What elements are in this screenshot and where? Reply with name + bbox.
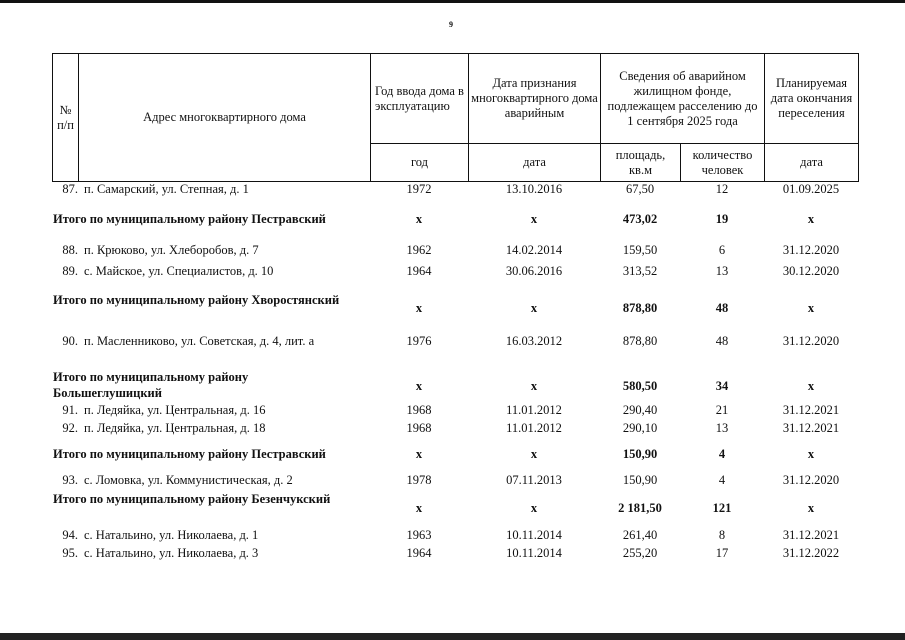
row-year: 1978	[406, 473, 432, 487]
row-num: 90.	[62, 334, 78, 348]
row-year: 1962	[406, 243, 432, 257]
bottom-rule	[0, 633, 905, 640]
total-date-x: х	[530, 301, 538, 315]
total-area: 580,50	[622, 379, 658, 393]
total-date-x: х	[530, 212, 538, 226]
row-area: 313,52	[622, 264, 658, 278]
row-area: 67,50	[625, 182, 655, 196]
page-number: 9	[449, 20, 453, 29]
row-date: 07.11.2013	[506, 473, 562, 487]
total-year-x: х	[415, 501, 423, 515]
total-plan-x: х	[807, 501, 815, 515]
table-row	[0, 402, 905, 418]
table-row	[0, 545, 905, 561]
row-year: 1972	[406, 182, 432, 196]
row-address: п. Масленниково, ул. Советская, д. 4, лит. а	[84, 334, 315, 348]
row-num: 91.	[62, 403, 78, 417]
row-address: п. Ледяйка, ул. Центральная, д. 18	[84, 421, 266, 435]
row-people: 13	[715, 264, 729, 278]
total-label: Итого по муниципальному району Хворостянский	[53, 293, 340, 307]
header-date-group: Дата признания многоквартирного дома аварийным	[469, 54, 601, 144]
total-year-x: х	[415, 301, 423, 315]
header-num: № п/п	[53, 54, 79, 182]
row-area: 878,80	[622, 334, 658, 348]
table-row	[0, 472, 905, 488]
row-plan-date: 30.12.2020	[782, 264, 840, 278]
row-year: 1968	[406, 403, 432, 417]
table-row	[0, 263, 905, 279]
total-year-x: х	[415, 447, 423, 461]
total-label: Итого по муниципальному району Пестравский	[53, 447, 326, 461]
row-address: с. Ломовка, ул. Коммунистическая, д. 2	[84, 473, 293, 487]
header-plan-sub: дата	[765, 144, 859, 182]
header-info-group: Сведения об аварийном жилищном фонде, подлежащем расселению до 1 сентября 2025 года	[601, 54, 765, 144]
row-address: с. Натальино, ул. Николаева, д. 3	[84, 546, 259, 560]
total-area: 150,90	[622, 447, 658, 461]
table-row	[0, 333, 905, 349]
row-plan-date: 31.12.2021	[782, 528, 840, 542]
total-area: 878,80	[622, 301, 658, 315]
row-year: 1964	[406, 264, 432, 278]
total-people: 34	[715, 379, 729, 393]
row-num: 94.	[62, 528, 78, 542]
top-rule	[0, 0, 905, 3]
total-label: Итого по муниципальному району Безенчукский	[53, 492, 331, 506]
total-year-x: х	[415, 212, 423, 226]
header-address: Адрес многоквартирного дома	[79, 54, 371, 182]
total-row	[0, 369, 905, 401]
row-plan-date: 31.12.2021	[782, 421, 840, 435]
row-address: п. Крюково, ул. Хлеборобов, д. 7	[84, 243, 259, 257]
row-plan-date: 31.12.2022	[782, 546, 840, 560]
total-year-x: х	[415, 379, 423, 393]
row-year: 1963	[406, 528, 432, 542]
table-row	[0, 181, 905, 197]
row-people: 48	[715, 334, 729, 348]
row-people: 12	[715, 182, 729, 196]
header-people-sub: количество человек	[681, 144, 765, 182]
total-plan-x: х	[807, 379, 815, 393]
row-address: п. Ледяйка, ул. Центральная, д. 16	[84, 403, 266, 417]
row-date: 10.11.2014	[506, 546, 562, 560]
row-people: 6	[718, 243, 726, 257]
row-area: 159,50	[622, 243, 658, 257]
row-plan-date: 31.12.2020	[782, 473, 840, 487]
total-people: 4	[718, 447, 726, 461]
row-plan-date: 01.09.2025	[782, 182, 840, 196]
row-num: 93.	[62, 473, 78, 487]
total-plan-x: х	[807, 301, 815, 315]
total-people: 121	[712, 501, 732, 515]
header-year-group: Год ввода дома в эксплуатацию	[371, 54, 469, 144]
total-date-x: х	[530, 379, 538, 393]
header-plan-group: Планируемая дата окончания переселения	[765, 54, 859, 144]
total-row	[0, 491, 905, 523]
table-row	[0, 242, 905, 258]
row-num: 88.	[62, 243, 78, 257]
header-year-sub: год	[371, 144, 469, 182]
total-people: 48	[715, 301, 729, 315]
row-date: 14.02.2014	[505, 243, 563, 257]
row-date: 16.03.2012	[505, 334, 563, 348]
row-num: 95.	[62, 546, 78, 560]
row-num: 92.	[62, 421, 78, 435]
row-people: 21	[715, 403, 729, 417]
total-people: 19	[715, 212, 729, 226]
row-date: 11.01.2012	[506, 421, 562, 435]
total-label: Итого по муниципальному району Большеглушицкий	[53, 370, 249, 400]
row-plan-date: 31.12.2021	[782, 403, 840, 417]
total-label: Итого по муниципальному району Пестравский	[53, 212, 326, 226]
total-row	[0, 292, 905, 324]
total-row	[0, 211, 905, 227]
row-num: 87.	[62, 182, 78, 196]
row-date: 30.06.2016	[505, 264, 563, 278]
table-row	[0, 420, 905, 436]
total-date-x: х	[530, 501, 538, 515]
total-area: 473,02	[622, 212, 658, 226]
row-date: 11.01.2012	[506, 403, 562, 417]
row-year: 1968	[406, 421, 432, 435]
row-area: 150,90	[622, 473, 658, 487]
row-area: 255,20	[622, 546, 658, 560]
header-area-sub: площадь, кв.м	[601, 144, 681, 182]
row-plan-date: 31.12.2020	[782, 334, 840, 348]
row-people: 13	[715, 421, 729, 435]
row-address: п. Самарский, ул. Степная, д. 1	[84, 182, 249, 196]
row-people: 4	[718, 473, 726, 487]
row-num: 89.	[62, 264, 78, 278]
row-date: 13.10.2016	[505, 182, 563, 196]
total-area: 2 181,50	[618, 501, 662, 515]
table-row	[0, 527, 905, 543]
total-row	[0, 446, 905, 462]
total-plan-x: х	[807, 212, 815, 226]
row-people: 8	[718, 528, 726, 542]
row-people: 17	[715, 546, 729, 560]
header-date-sub: дата	[469, 144, 601, 182]
row-address: с. Майское, ул. Специалистов, д. 10	[84, 264, 274, 278]
table-header	[52, 53, 859, 182]
row-address: с. Натальино, ул. Николаева, д. 1	[84, 528, 259, 542]
total-date-x: х	[530, 447, 538, 461]
row-area: 290,10	[622, 421, 658, 435]
row-year: 1964	[406, 546, 432, 560]
row-year: 1976	[406, 334, 432, 348]
row-area: 290,40	[622, 403, 658, 417]
row-plan-date: 31.12.2020	[782, 243, 840, 257]
row-date: 10.11.2014	[506, 528, 562, 542]
row-area: 261,40	[622, 528, 658, 542]
total-plan-x: х	[807, 447, 815, 461]
